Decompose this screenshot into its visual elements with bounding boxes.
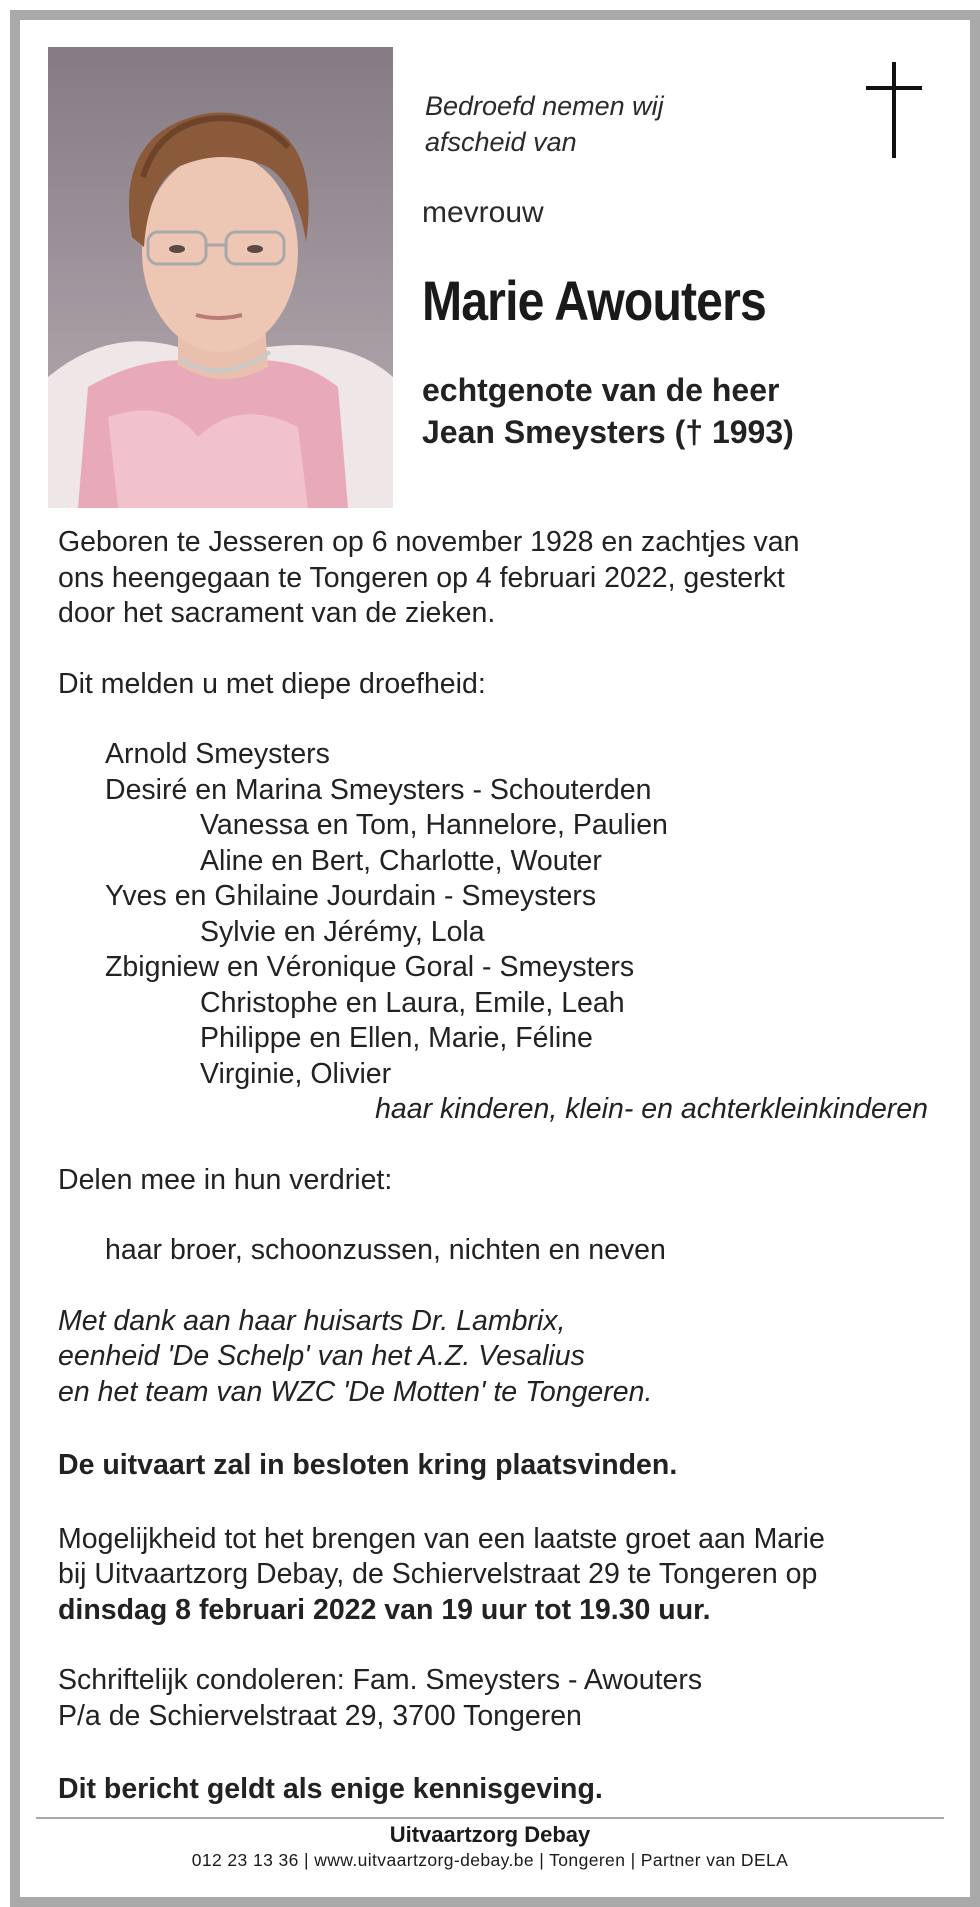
thanks-line: Met dank aan haar huisarts Dr. Lambrix,	[58, 1304, 566, 1337]
deceased-name: Marie Awouters	[422, 269, 766, 332]
family-member: Zbigniew en Véronique Goral - Smeysters	[105, 951, 635, 983]
honorific: mevrouw	[422, 196, 544, 229]
share-grief-line: Delen mee in hun verdriet:	[58, 1163, 393, 1196]
thanks-line: en het team van WZC 'De Motten' te Tongeren.	[58, 1375, 653, 1408]
family-member: Arnold Smeysters	[105, 738, 330, 770]
family-member: Sylvie en Jérémy, Lola	[200, 915, 485, 948]
spouse-text	[422, 369, 794, 453]
intro-text	[425, 88, 664, 160]
footer-company: Uitvaartzorg Debay	[389, 1822, 591, 1847]
announce-line: Dit melden u met diepe droefheid:	[58, 667, 486, 700]
intro-line: afscheid van	[425, 127, 577, 157]
portrait-photo	[48, 47, 393, 508]
family-member: Philippe en Ellen, Marie, Féline	[200, 1022, 593, 1054]
obituary-body	[58, 525, 938, 1808]
footer-divider	[36, 1817, 944, 1819]
spouse-line: echtgenote van de heer	[422, 372, 780, 408]
visit-line: Mogelijkheid tot het brengen van een laatste groet aan Marie	[58, 1522, 825, 1555]
birth-death-line: door het sacrament van de zieken.	[58, 597, 496, 629]
footer-info: 012 23 13 36 | www.uitvaartzorg-debay.be | Tongeren | Partner van DELA	[191, 1850, 789, 1870]
birth-death-line: Geboren te Jesseren op 6 november 1928 en zachtjes van	[58, 526, 800, 558]
family-relation: haar kinderen, klein- en achterkleinkinderen	[375, 1093, 928, 1125]
condolence-line: Schriftelijk condoleren: Fam. Smeysters - Awouters	[58, 1664, 703, 1696]
family-member: Virginie, Olivier	[200, 1057, 392, 1090]
family-member: Christophe en Laura, Emile, Leah	[200, 986, 625, 1019]
intro-line: Bedroefd nemen wij	[425, 91, 664, 121]
family-member: Yves en Ghilaine Jourdain - Smeysters	[105, 880, 597, 912]
family-member: Aline en Bert, Charlotte, Wouter	[200, 844, 602, 877]
family-member: Desiré en Marina Smeysters - Schouterden	[105, 773, 652, 806]
thanks-line: eenheid 'De Schelp' van het A.Z. Vesalius	[58, 1340, 585, 1372]
funeral-line: De uitvaart zal in besloten kring plaatsvinden.	[58, 1449, 678, 1481]
family-member: Vanessa en Tom, Hannelore, Paulien	[200, 809, 668, 841]
birth-death-line: ons heengegaan te Tongeren op 4 februari 2022, gesterkt	[58, 561, 785, 594]
condolence-line: P/a de Schiervelstraat 29, 3700 Tongeren	[58, 1699, 582, 1732]
portrait-illustration	[48, 47, 393, 508]
visit-line: bij Uitvaartzorg Debay, de Schiervelstraat 29 te Tongeren op	[58, 1558, 818, 1590]
visit-date: dinsdag 8 februari 2022 van 19 uur tot 19.30 uur.	[58, 1593, 711, 1626]
cross-icon	[866, 62, 922, 158]
notice-line: Dit bericht geldt als enige kennisgeving.	[58, 1773, 603, 1805]
spouse-line: Jean Smeysters († 1993)	[422, 414, 794, 450]
relatives-line: haar broer, schoonzussen, nichten en neven	[105, 1234, 666, 1266]
